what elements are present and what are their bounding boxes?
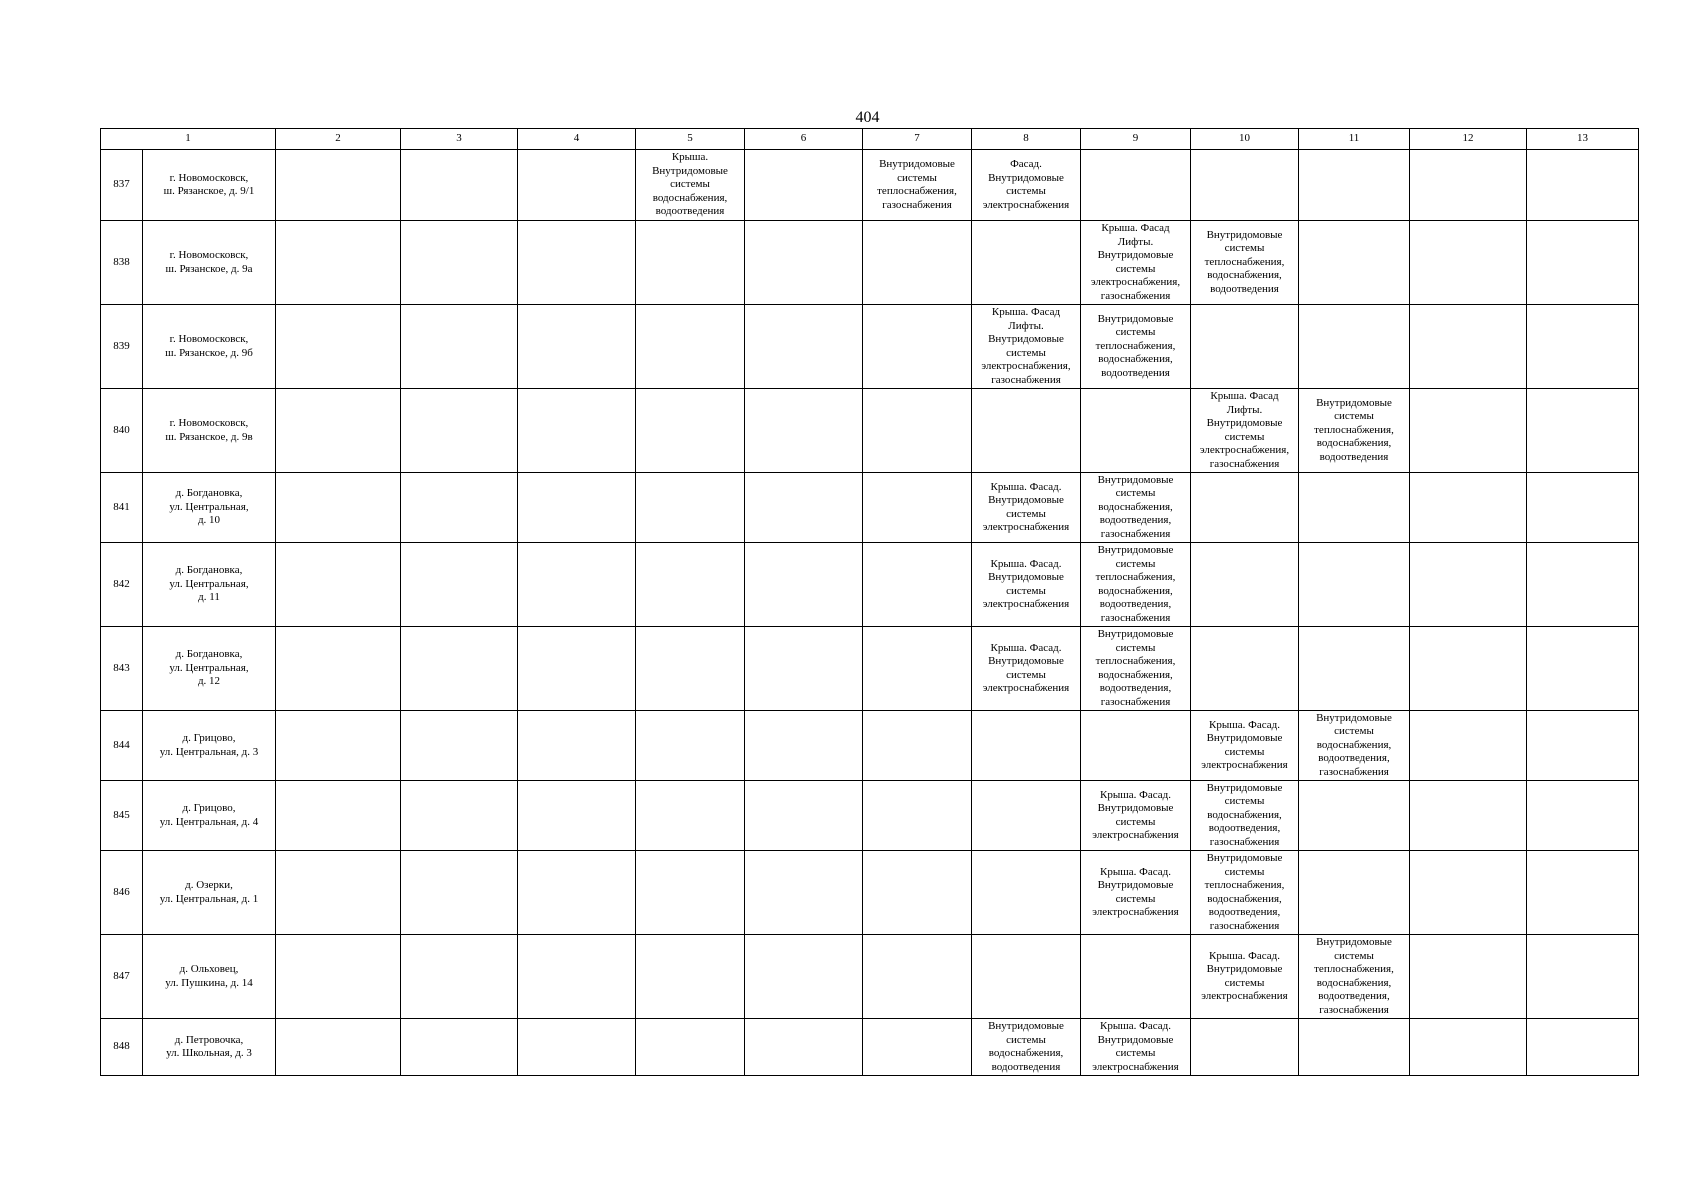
work-cell-col-4 [518,150,636,221]
work-cell-col-10: Крыша. Фасад. Внутридомовые системы электроснабжения [1191,935,1299,1019]
work-cell-col-11 [1299,543,1410,627]
work-cell-col-11 [1299,781,1410,851]
work-cell-col-4 [518,627,636,711]
address-cell: д. Ольховец, ул. Пушкина, д. 14 [143,935,276,1019]
work-cell-col-6 [745,781,863,851]
row-number: 837 [101,150,143,221]
work-cell-col-13 [1527,150,1639,221]
work-cell-col-3 [401,935,518,1019]
repair-schedule-table [100,128,1639,1076]
work-cell-col-2 [276,711,401,781]
work-cell-col-3 [401,627,518,711]
work-cell-col-2 [276,389,401,473]
work-cell-col-4 [518,305,636,389]
work-cell-col-4 [518,473,636,543]
table-row [101,150,1639,221]
work-cell-col-5 [636,389,745,473]
work-cell-col-5 [636,711,745,781]
work-cell-col-7 [863,711,972,781]
work-cell-col-4 [518,221,636,305]
address-cell: г. Новомосковск, ш. Рязанское, д. 9б [143,305,276,389]
work-cell-col-6 [745,935,863,1019]
column-header-7: 7 [863,129,972,150]
work-cell-col-11 [1299,627,1410,711]
table-row [101,711,1639,781]
table-row [101,543,1639,627]
work-cell-col-8: Крыша. Фасад. Внутридомовые системы электроснабжения [972,627,1081,711]
work-cell-col-13 [1527,473,1639,543]
work-cell-col-13 [1527,781,1639,851]
work-cell-col-8 [972,935,1081,1019]
row-number: 843 [101,627,143,711]
work-cell-col-5 [636,543,745,627]
work-cell-col-9 [1081,389,1191,473]
work-cell-col-13 [1527,935,1639,1019]
work-cell-col-11 [1299,851,1410,935]
work-cell-col-7 [863,627,972,711]
work-cell-col-7 [863,473,972,543]
work-cell-col-6 [745,627,863,711]
work-cell-col-4 [518,851,636,935]
work-cell-col-11: Внутридомовые системы теплоснабжения, водоснабжения, водоотведения, газоснабжения [1299,935,1410,1019]
column-header-1: 1 [101,129,276,150]
work-cell-col-7 [863,543,972,627]
work-cell-col-3 [401,473,518,543]
work-cell-col-12 [1410,473,1527,543]
work-cell-col-7 [863,305,972,389]
work-cell-col-3 [401,711,518,781]
work-cell-col-13 [1527,221,1639,305]
address-cell: д. Грицово, ул. Центральная, д. 4 [143,781,276,851]
work-cell-col-8: Крыша. Фасад. Внутридомовые системы электроснабжения [972,473,1081,543]
work-cell-col-4 [518,1019,636,1076]
work-cell-col-8 [972,781,1081,851]
row-number: 842 [101,543,143,627]
work-cell-col-2 [276,150,401,221]
work-cell-col-7: Внутридомовые системы теплоснабжения, газоснабжения [863,150,972,221]
work-cell-col-9: Крыша. Фасад. Внутридомовые системы электроснабжения [1081,781,1191,851]
work-cell-col-9: Крыша. Фасад Лифты. Внутридомовые системы электроснабжения, газоснабжения [1081,221,1191,305]
work-cell-col-2 [276,781,401,851]
work-cell-col-10: Внутридомовые системы теплоснабжения, водоснабжения, водоотведения [1191,221,1299,305]
work-cell-col-13 [1527,627,1639,711]
row-number: 839 [101,305,143,389]
work-cell-col-5 [636,473,745,543]
column-header-10: 10 [1191,129,1299,150]
work-cell-col-12 [1410,627,1527,711]
work-cell-col-4 [518,781,636,851]
address-cell: г. Новомосковск, ш. Рязанское, д. 9в [143,389,276,473]
work-cell-col-12 [1410,150,1527,221]
table-row [101,221,1639,305]
column-header-3: 3 [401,129,518,150]
work-cell-col-10: Крыша. Фасад. Внутридомовые системы электроснабжения [1191,711,1299,781]
table-row [101,473,1639,543]
work-cell-col-6 [745,150,863,221]
work-cell-col-2 [276,1019,401,1076]
work-cell-col-12 [1410,389,1527,473]
address-cell: д. Богдановка, ул. Центральная, д. 11 [143,543,276,627]
work-cell-col-5 [636,221,745,305]
table-row [101,851,1639,935]
work-cell-col-8: Крыша. Фасад Лифты. Внутридомовые системы электроснабжения, газоснабжения [972,305,1081,389]
work-cell-col-5 [636,627,745,711]
work-cell-col-13 [1527,851,1639,935]
work-cell-col-11 [1299,473,1410,543]
work-cell-col-8: Крыша. Фасад. Внутридомовые системы электроснабжения [972,543,1081,627]
work-cell-col-7 [863,781,972,851]
work-cell-col-10 [1191,305,1299,389]
work-cell-col-7 [863,221,972,305]
table-row [101,305,1639,389]
work-cell-col-12 [1410,305,1527,389]
work-cell-col-9: Внутридомовые системы теплоснабжения, водоснабжения, водоотведения, газоснабжения [1081,543,1191,627]
column-header-6: 6 [745,129,863,150]
work-cell-col-8 [972,389,1081,473]
work-cell-col-11 [1299,150,1410,221]
column-header-12: 12 [1410,129,1527,150]
row-number: 847 [101,935,143,1019]
work-cell-col-8 [972,221,1081,305]
work-cell-col-4 [518,389,636,473]
column-header-8: 8 [972,129,1081,150]
work-cell-col-9: Крыша. Фасад. Внутридомовые системы электроснабжения [1081,1019,1191,1076]
work-cell-col-12 [1410,221,1527,305]
address-cell: д. Богдановка, ул. Центральная, д. 10 [143,473,276,543]
column-header-5: 5 [636,129,745,150]
work-cell-col-3 [401,543,518,627]
column-header-2: 2 [276,129,401,150]
work-cell-col-10 [1191,473,1299,543]
work-cell-col-9: Внутридомовые системы теплоснабжения, водоснабжения, водоотведения, газоснабжения [1081,627,1191,711]
work-cell-col-2 [276,221,401,305]
work-cell-col-6 [745,1019,863,1076]
column-header-4: 4 [518,129,636,150]
column-header-9: 9 [1081,129,1191,150]
column-header-13: 13 [1527,129,1639,150]
work-cell-col-10 [1191,543,1299,627]
row-number: 848 [101,1019,143,1076]
work-cell-col-7 [863,851,972,935]
row-number: 846 [101,851,143,935]
work-cell-col-6 [745,389,863,473]
work-cell-col-10 [1191,150,1299,221]
work-cell-col-10 [1191,1019,1299,1076]
work-cell-col-9 [1081,935,1191,1019]
table-row [101,627,1639,711]
address-cell: г. Новомосковск, ш. Рязанское, д. 9/1 [143,150,276,221]
work-cell-col-10: Крыша. Фасад Лифты. Внутридомовые системы электроснабжения, газоснабжения [1191,389,1299,473]
work-cell-col-2 [276,851,401,935]
work-cell-col-11: Внутридомовые системы водоснабжения, водоотведения, газоснабжения [1299,711,1410,781]
work-cell-col-12 [1410,1019,1527,1076]
work-cell-col-5 [636,935,745,1019]
work-cell-col-9: Внутридомовые системы водоснабжения, водоотведения, газоснабжения [1081,473,1191,543]
work-cell-col-8 [972,711,1081,781]
table-row [101,935,1639,1019]
work-cell-col-10: Внутридомовые системы теплоснабжения, водоснабжения, водоотведения, газоснабжения [1191,851,1299,935]
row-number: 844 [101,711,143,781]
address-cell: д. Грицово, ул. Центральная, д. 3 [143,711,276,781]
work-cell-col-12 [1410,711,1527,781]
work-cell-col-11 [1299,1019,1410,1076]
work-cell-col-6 [745,305,863,389]
row-number: 840 [101,389,143,473]
work-cell-col-5: Крыша. Внутридомовые системы водоснабжения, водоотведения [636,150,745,221]
work-cell-col-9 [1081,711,1191,781]
work-cell-col-5 [636,1019,745,1076]
row-number: 838 [101,221,143,305]
work-cell-col-11 [1299,221,1410,305]
address-cell: д. Озерки, ул. Центральная, д. 1 [143,851,276,935]
table-row [101,781,1639,851]
work-cell-col-7 [863,1019,972,1076]
header-row [101,129,1639,150]
table-row [101,1019,1639,1076]
work-cell-col-10 [1191,627,1299,711]
work-cell-col-12 [1410,851,1527,935]
address-cell: г. Новомосковск, ш. Рязанское, д. 9а [143,221,276,305]
work-cell-col-3 [401,389,518,473]
work-cell-col-3 [401,305,518,389]
work-cell-col-8: Фасад. Внутридомовые системы электроснабжения [972,150,1081,221]
work-cell-col-3 [401,781,518,851]
address-cell: д. Петровочка, ул. Школьная, д. 3 [143,1019,276,1076]
work-cell-col-13 [1527,389,1639,473]
work-cell-col-5 [636,305,745,389]
work-cell-col-12 [1410,543,1527,627]
work-cell-col-7 [863,935,972,1019]
work-cell-col-6 [745,851,863,935]
row-number: 845 [101,781,143,851]
work-cell-col-3 [401,150,518,221]
work-cell-col-2 [276,473,401,543]
work-cell-col-2 [276,543,401,627]
table-row [101,389,1639,473]
work-cell-col-10: Внутридомовые системы водоснабжения, водоотведения, газоснабжения [1191,781,1299,851]
work-cell-col-13 [1527,543,1639,627]
work-cell-col-7 [863,389,972,473]
work-cell-col-8: Внутридомовые системы водоснабжения, водоотведения [972,1019,1081,1076]
work-cell-col-6 [745,473,863,543]
work-cell-col-3 [401,1019,518,1076]
work-cell-col-11 [1299,305,1410,389]
work-cell-col-2 [276,627,401,711]
work-cell-col-6 [745,221,863,305]
work-cell-col-4 [518,711,636,781]
work-cell-col-6 [745,711,863,781]
work-cell-col-9: Внутридомовые системы теплоснабжения, водоснабжения, водоотведения [1081,305,1191,389]
page-number: 404 [855,109,880,126]
work-cell-col-13 [1527,305,1639,389]
address-cell: д. Богдановка, ул. Центральная, д. 12 [143,627,276,711]
work-cell-col-8 [972,851,1081,935]
work-cell-col-6 [745,543,863,627]
work-cell-col-5 [636,781,745,851]
column-header-11: 11 [1299,129,1410,150]
row-number: 841 [101,473,143,543]
work-cell-col-13 [1527,1019,1639,1076]
work-cell-col-3 [401,221,518,305]
work-cell-col-13 [1527,711,1639,781]
work-cell-col-12 [1410,935,1527,1019]
work-cell-col-11: Внутридомовые системы теплоснабжения, водоснабжения, водоотведения [1299,389,1410,473]
work-cell-col-3 [401,851,518,935]
work-cell-col-4 [518,935,636,1019]
work-cell-col-12 [1410,781,1527,851]
work-cell-col-2 [276,935,401,1019]
work-cell-col-5 [636,851,745,935]
work-cell-col-9 [1081,150,1191,221]
work-cell-col-2 [276,305,401,389]
work-cell-col-9: Крыша. Фасад. Внутридомовые системы электроснабжения [1081,851,1191,935]
table-body [101,129,1639,1076]
work-cell-col-4 [518,543,636,627]
